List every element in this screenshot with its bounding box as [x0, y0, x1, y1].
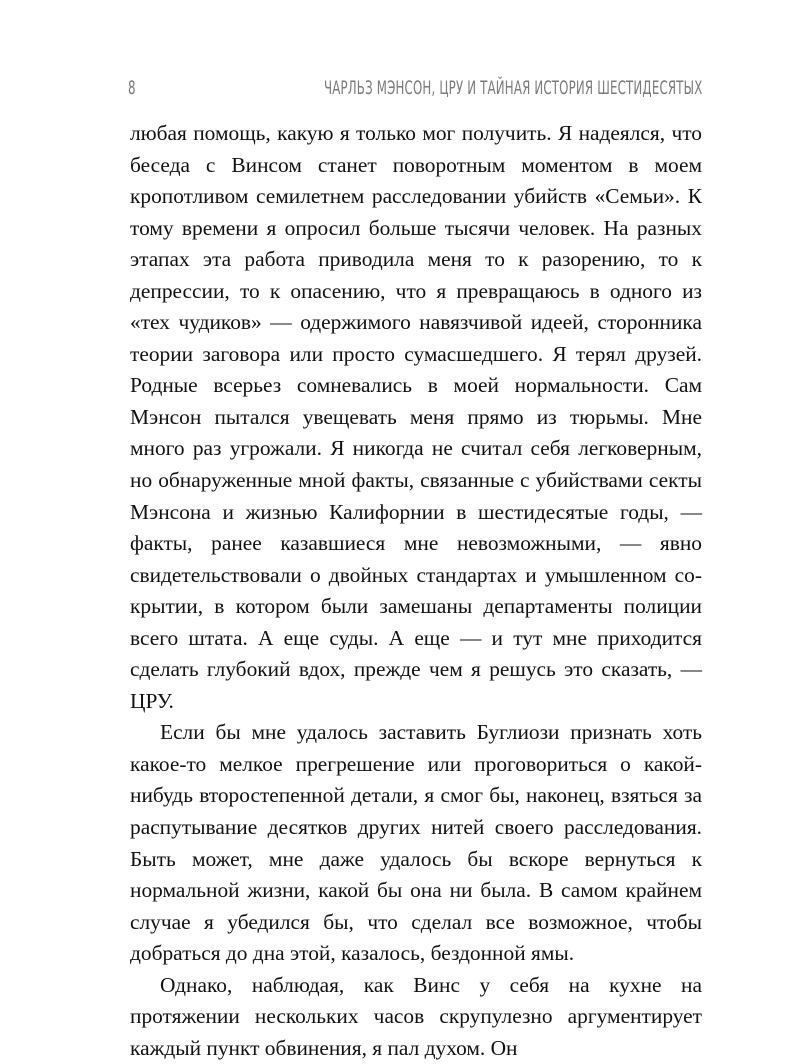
running-title: ЧАРЛЬЗ МЭНСОН, ЦРУ И ТАЙНАЯ ИСТОРИЯ ШЕСТИДЕСЯТЫХ [323, 77, 702, 99]
paragraph-continuation: любая помощь, какую я только мог получить. Я надеялся, что беседа с Винсом станет поворотным моментом в моем кропотливом семилетнем расследовании убийств «Семьи». К тому времени я опросил больше тысячи человек. На разных этапах эта работа приводила меня то к разорению, то к депрессии, то к опасению, что я превращаюсь в одного из «тех чудиков» — одержимого навязчивой идеей, сторонника теории заговора или просто сумасшедшего. Я терял друзей. Родные всерьез сомневались в моей нормальности. Сам Мэнсон пытался увещевать меня прямо из тюрьмы. Мне много раз угрожали. Я никогда не считал себя легковерным, но обнаруженные мной факты, связанные с убийствами секты Мэнсона и жизнью Калифорнии в шестидесятые годы, — факты, ранее казавшиеся мне невозможными, — явно свидетельствовали о двойных стандартах и умышленном сокрытии, в котором были замешаны департаменты полиции всего штата. А еще суды. А еще — и тут мне приходится сделать глубокий вдох, прежде чем я решусь это сказать, — ЦРУ. [130, 121, 702, 713]
paragraph: Однако, наблюдая, как Винс у себя на кухне на протяжении нескольких часов скрупулезно аргументирует каждый пункт обвинения, я пал духом. Он [130, 972, 702, 1060]
body-text [130, 118, 702, 1064]
paragraph: Если бы мне удалось заставить Буглиози признать хоть какое-то мелкое прегрешение или проговориться о какой-нибудь второстепенной детали, я смог бы, наконец, взяться за распутывание десятков других нитей своего расследования. Быть может, мне даже удалось бы вскоре вернуться к нормальной жизни, какой бы она ни была. В самом крайнем случае я убедился бы, что сделал все возможное, чтобы добраться до дна этой, казалось, бездонной ямы. [130, 720, 702, 966]
page-number: 8 [128, 77, 136, 99]
